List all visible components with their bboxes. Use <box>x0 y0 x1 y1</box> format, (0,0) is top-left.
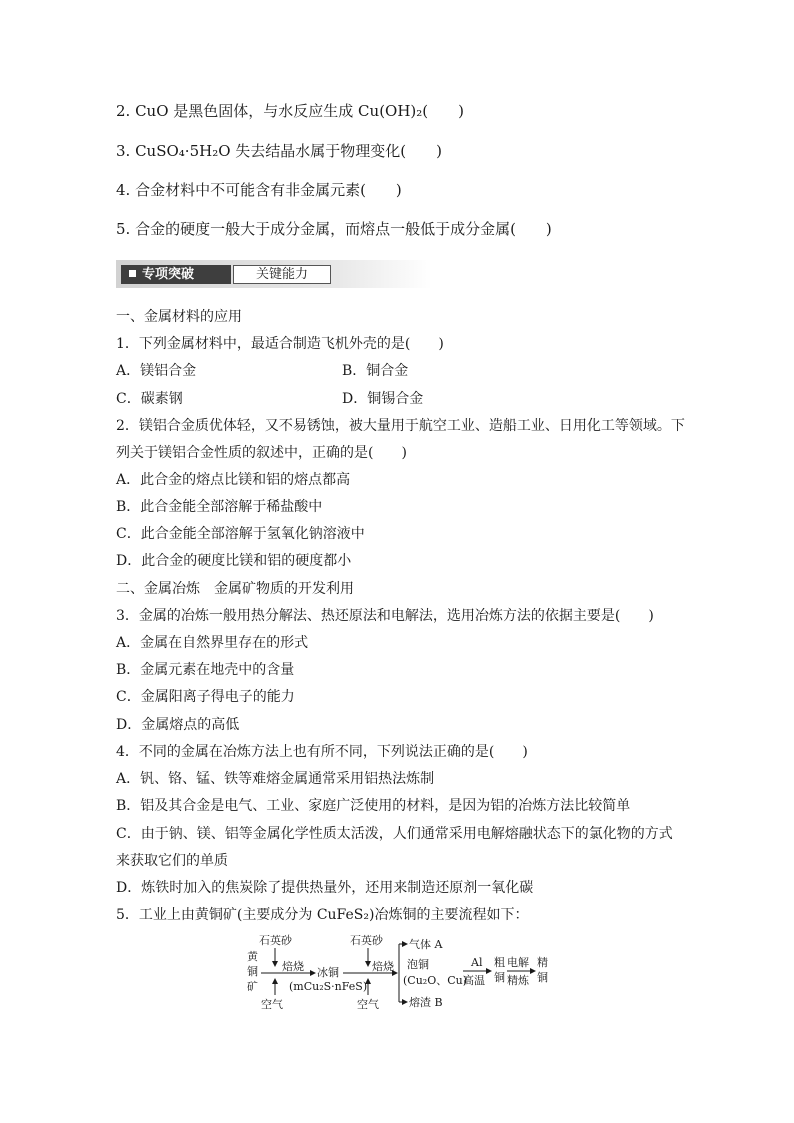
banner-key-ability: 关键能力 <box>233 265 331 284</box>
flow-ore-char-3: 矿 <box>247 980 258 993</box>
q1-option-d: D．铜锡合金 <box>342 391 424 407</box>
section-heading-2: 二、金属冶炼 金属矿物质的开发利用 <box>116 581 354 597</box>
flow-blister-formula: (Cu₂O、Cu) <box>403 974 468 987</box>
q3-stem: 3．金属的冶炼一般用热分解法、热还原法和电解法，选用冶炼方法的依据主要是( ) <box>116 608 654 624</box>
flow-matte: 冰铜 <box>317 966 339 979</box>
flow-electrolysis: 电解 <box>507 956 529 969</box>
q4-option-d: D．炼铁时加入的焦炭除了提供热量外，还用来制造还原剂一氧化碳 <box>116 880 534 896</box>
q1-option-a: A．镁铝合金 <box>116 363 197 379</box>
banner-left-label: 专项突破 <box>142 267 195 282</box>
q2-option-a: A．此合金的熔点比镁和铝的熔点都高 <box>116 472 351 488</box>
flow-roast-1: 焙烧 <box>282 960 304 973</box>
flow-blister-copper: 泡铜 <box>407 958 429 971</box>
q4-stem: 4．不同的金属在冶炼方法上也有所不同，下列说法正确的是( ) <box>116 744 528 760</box>
flow-slag-b: 熔渣 B <box>409 996 443 1009</box>
flow-crude-char-2: 铜 <box>494 971 505 984</box>
q2-option-d: D．此合金的硬度比镁和铝的硬度都小 <box>116 553 352 569</box>
flow-matte-formula: (mCu₂S·nFeS) <box>289 980 368 993</box>
square-icon <box>129 270 136 277</box>
q1-option-c: C．碳素钢 <box>116 391 183 407</box>
true-false-item-2: 2. CuO 是黑色固体，与水反应生成 Cu(OH)₂( ) <box>116 102 464 120</box>
flow-ore-char-1: 黄 <box>247 950 258 963</box>
true-false-item-5: 5. 合金的硬度一般大于成分金属，而熔点一般低于成分金属( ) <box>116 220 552 238</box>
flow-al: Al <box>471 956 483 969</box>
copper-smelting-flowchart <box>245 933 565 1013</box>
flow-quartz-sand-2: 石英砂 <box>350 934 383 947</box>
flow-crude-char-1: 粗 <box>494 956 505 969</box>
q2-option-b: B．此合金能全部溶解于稀盐酸中 <box>116 499 323 515</box>
flow-quartz-sand-1: 石英砂 <box>259 934 292 947</box>
q3-option-b: B．金属元素在地壳中的含量 <box>116 662 295 678</box>
flow-air-2: 空气 <box>357 998 379 1011</box>
banner-special-topic <box>121 265 231 284</box>
flow-roast-2: 焙烧 <box>372 960 394 973</box>
q4-option-c-line2: 来获取它们的单质 <box>116 853 228 869</box>
flow-ore-char-2: 铜 <box>247 965 258 978</box>
q3-option-d: D．金属熔点的高低 <box>116 717 240 733</box>
q4-option-c-line1: C．由于钠、镁、铝等金属化学性质太活泼，人们通常采用电解熔融状态下的氯化物的方式 <box>116 826 673 842</box>
flow-pure-char-1: 精 <box>537 956 548 969</box>
q3-option-a: A．金属在自然界里存在的形式 <box>116 635 309 651</box>
flow-air-1: 空气 <box>261 998 283 1011</box>
flow-gas-a: 气体 A <box>409 938 443 951</box>
q2-stem-line2: 列关于镁铝合金性质的叙述中，正确的是( ) <box>116 445 407 461</box>
flow-pure-char-2: 铜 <box>537 971 548 984</box>
flow-high-temp: 高温 <box>463 974 485 987</box>
q1-option-b: B．铜合金 <box>342 363 409 379</box>
q2-option-c: C．此合金能全部溶解于氢氧化钠溶液中 <box>116 526 365 542</box>
section-heading-1: 一、金属材料的应用 <box>116 309 242 325</box>
q5-stem: 5．工业上由黄铜矿(主要成分为 CuFeS₂)冶炼铜的主要流程如下： <box>116 907 529 923</box>
true-false-item-4: 4. 合金材料中不可能含有非金属元素( ) <box>116 181 402 199</box>
true-false-item-3: 3. CuSO₄·5H₂O 失去结晶水属于物理变化( ) <box>116 142 442 160</box>
q1-stem: 1．下列金属材料中，最适合制造飞机外壳的是( ) <box>116 336 444 352</box>
q4-option-b: B．铝及其合金是电气、工业、家庭广泛使用的材料，是因为铝的冶炼方法比较简单 <box>116 798 631 814</box>
q4-option-a: A．钒、铬、锰、铁等难熔金属通常采用铝热法炼制 <box>116 771 435 787</box>
flow-refining: 精炼 <box>507 974 529 987</box>
q2-stem-line1: 2．镁铝合金质优体轻，又不易锈蚀，被大量用于航空工业、造船工业、日用化工等领域。下 <box>116 418 685 434</box>
q3-option-c: C．金属阳离子得电子的能力 <box>116 689 295 705</box>
